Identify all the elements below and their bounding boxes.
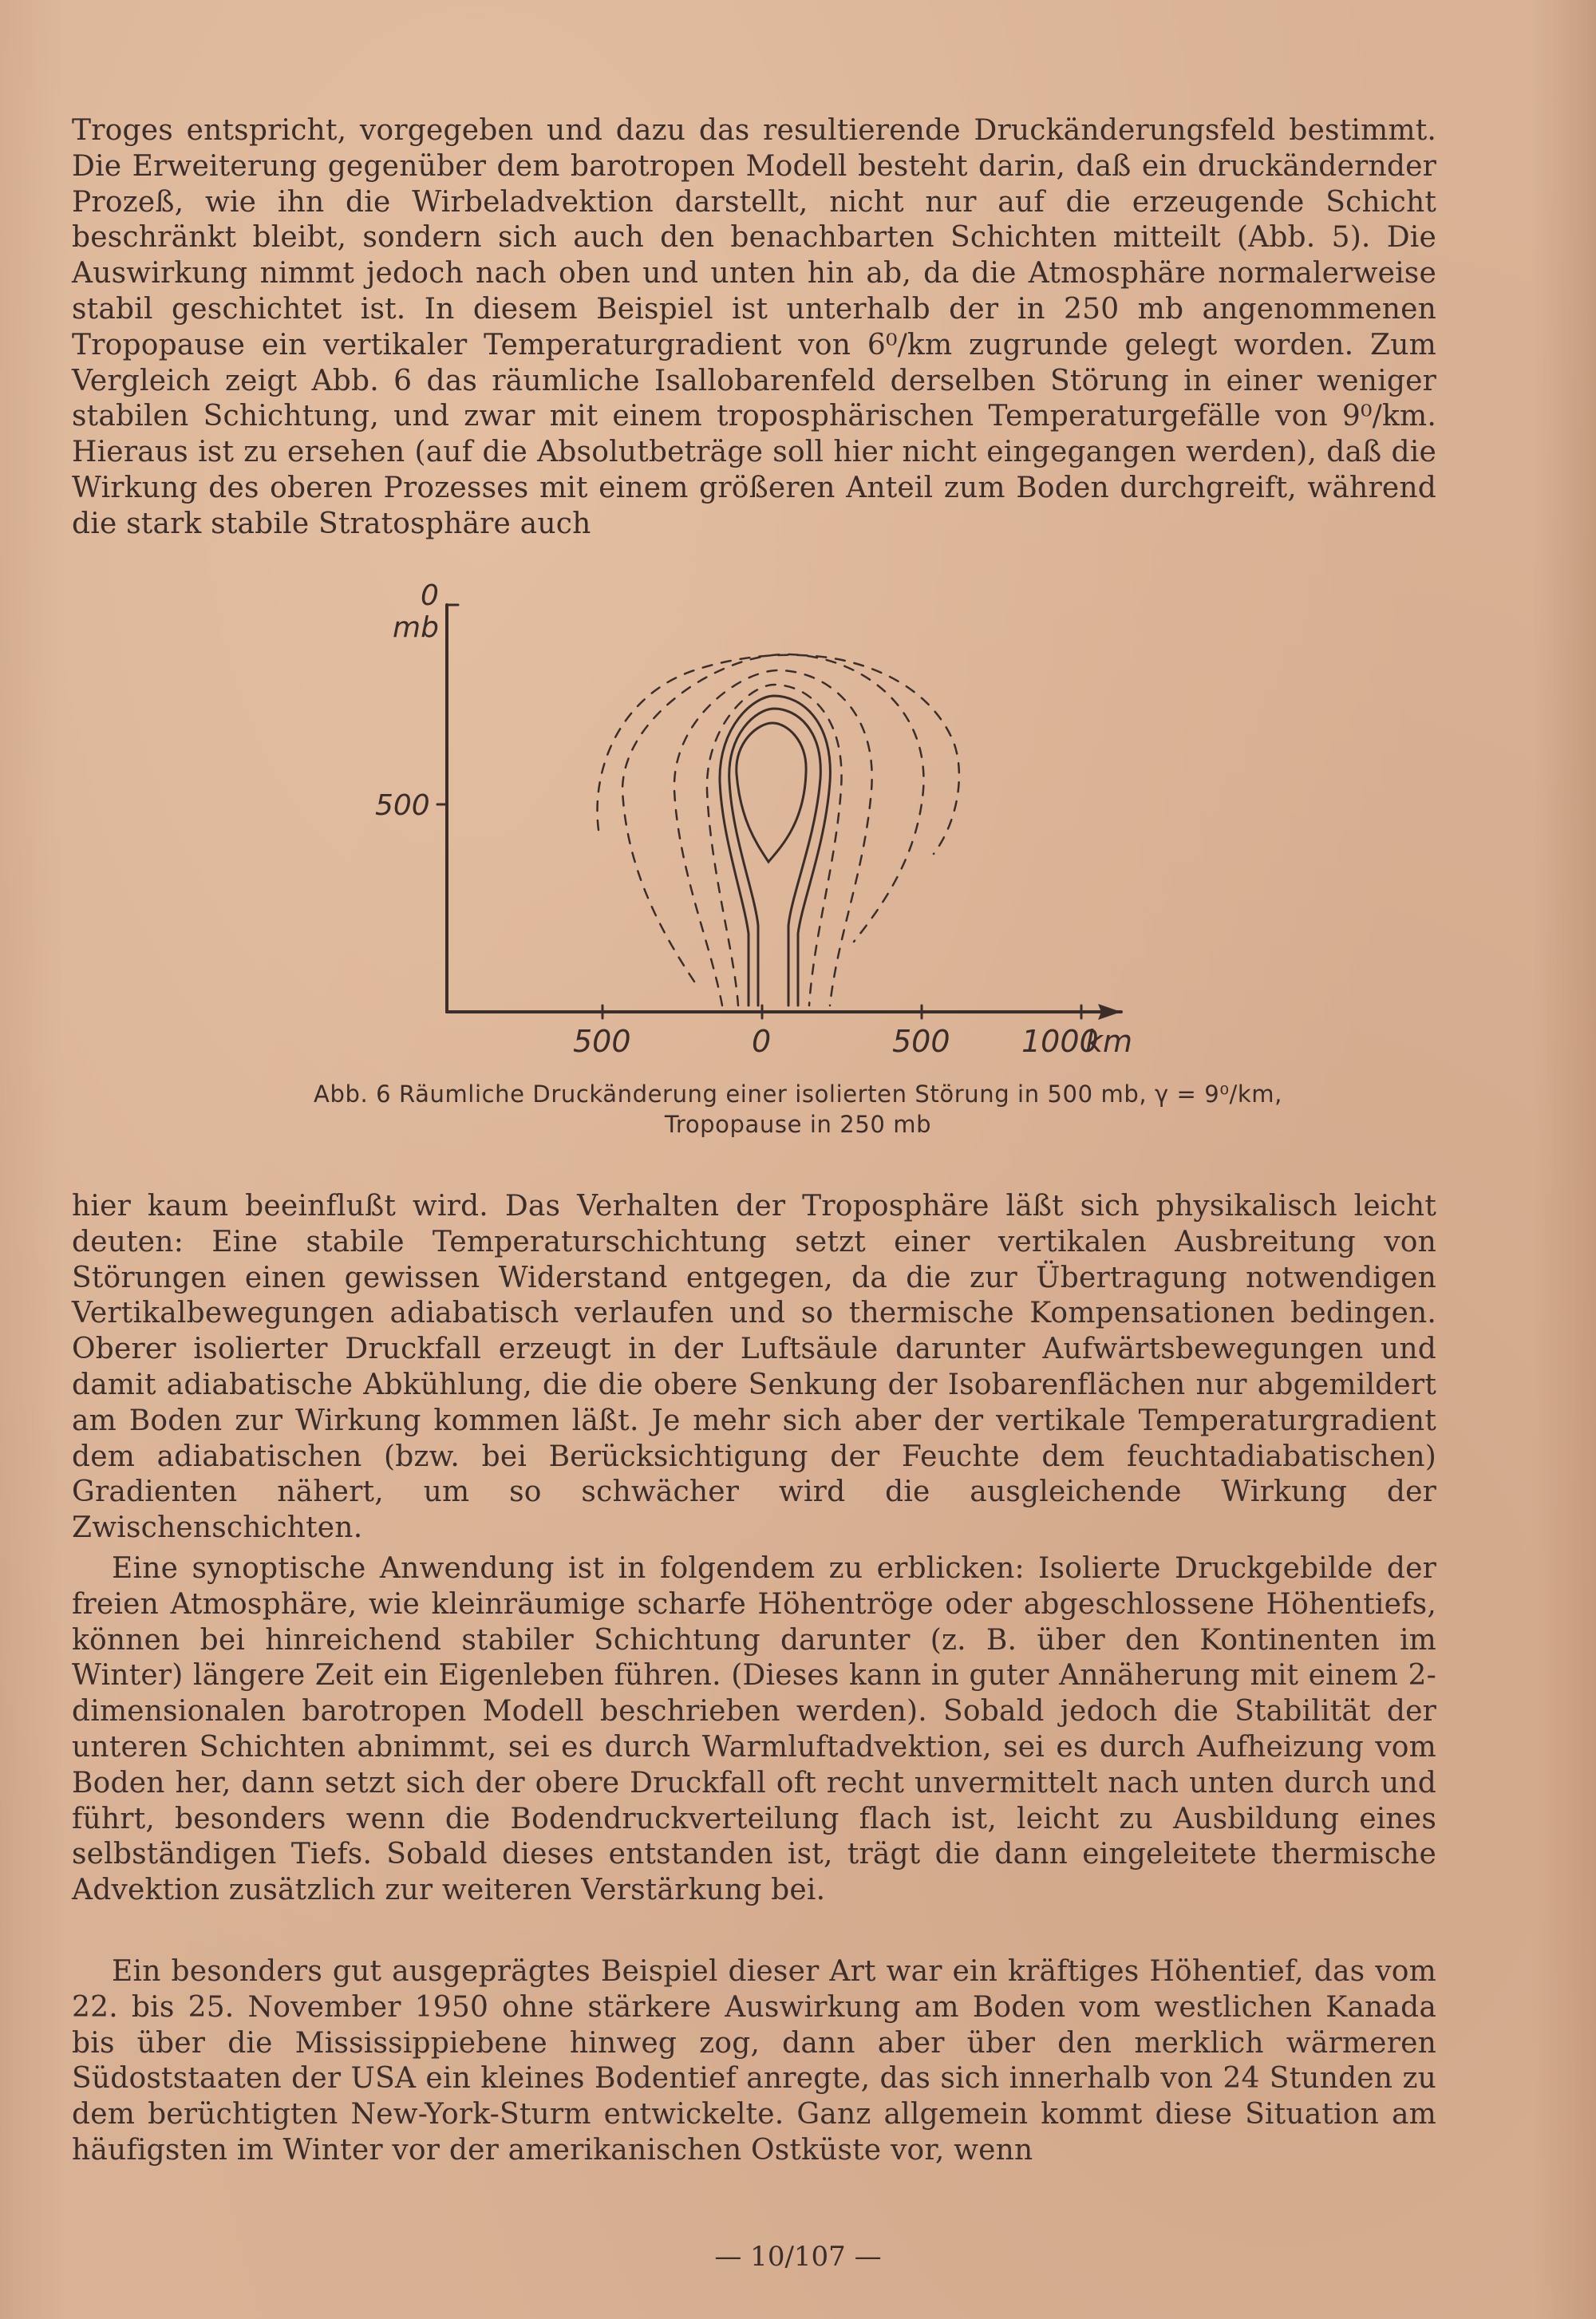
x-axis-label-500-west: 500 bbox=[573, 1024, 631, 1059]
paragraph-1: Troges entspricht, vorgegeben und dazu das resultierende Druckänderungsfeld bestimmt. Die Erweiterung gegenüber dem barotropen Modell besteht darin, daß ein druckändernder Prozeß, wie ihn die Wirbeladvektion darstellt, nicht nur auf die erzeugende Schicht beschränkt bleibt, sondern sich auch den benachbarten Schichten mitteilt (Abb. 5). Die Auswirkung nimmt jedoch nach oben und unten hin ab, da die Atmosphäre normalerweise stabil geschichtet ist. In diesem Beispiel ist unterhalb der in 250 mb angenommenen Tropopause ein vertikaler Temperaturgradient von 6⁰/km zugrunde gelegt worden. Zum Vergleich zeigt Abb. 6 das räumliche Isallobarenfeld derselben Störung in einer weniger stabilen Schichtung, und zwar mit einem troposphärischen Temperaturgefälle von 9⁰/km. Hieraus ist zu ersehen (auf die Absolutbeträge soll hier nicht eingegangen werden), daß die Wirkung des oberen Prozesses mit einem größeren Anteil zum Boden durchgreift, während die stark stabile Stratosphäre auch bbox=[72, 114, 1436, 540]
x-axis-arrow bbox=[1098, 1004, 1121, 1020]
isallobar-solid-2 bbox=[729, 709, 821, 1005]
isallobar-dashed-2 bbox=[674, 670, 872, 1005]
figure-caption-line-2: Tropopause in 250 mb bbox=[664, 1111, 932, 1138]
paragraph-4: Ein besonders gut ausgeprägtes Beispiel dieser Art war ein kräftiges Höhentief, das vom 22. bis 25. November 1950 ohne stärkere Auswirkung am Boden vom westlichen Kanada bis über die Mississippiebene hinweg zog, dann aber über den merklich wärmeren Südoststaaten der USA ein kleines Bodentief anregte, das sich innerhalb von 24 Stunden zu dem berüchtigten New-York-Sturm entwickelte. Ganz allgemein kommt diese Situation am häufigsten im Winter vor der amerikanischen Ostküste vor, wenn bbox=[72, 1955, 1436, 2167]
page-number: — 10/107 — bbox=[714, 2241, 882, 2273]
isallobar-dashed-1 bbox=[707, 685, 842, 1005]
isallobar-diagram bbox=[359, 583, 1157, 1069]
y-axis-unit-label: mb bbox=[393, 611, 439, 644]
figure-caption-line-1: Abb. 6 Räumliche Druckänderung einer isolierten Störung in 500 mb, γ = 9⁰/km, bbox=[314, 1080, 1282, 1108]
isallobar-dashed-4 bbox=[598, 655, 959, 854]
x-axis-unit-km: km bbox=[1085, 1024, 1133, 1059]
y-axis-top-label: 0 bbox=[421, 583, 439, 612]
paragraph-2: hier kaum beeinflußt wird. Das Verhalten der Troposphäre läßt sich physikalisch leicht deuten: Eine stabile Temperaturschichtung setzt einer vertikalen Ausbreitung von Störungen einen gewissen Widerstand entgegen, da die zur Übertragung notwendigen Vertikalbewegungen adiabatisch verlaufen und so thermische Kompensationen bedingen. Oberer isolierter Druckfall erzeugt in der Luftsäule darunter Aufwärtsbewegungen und damit adiabatische Abkühlung, die die obere Senkung der Isobarenflächen nur abgemildert am Boden zur Wirkung kommen läßt. Je mehr sich aber der vertikale Temperaturgradient dem adiabatischen (bzw. bei Berücksichtigung der Feuchte dem feuchtadiabatischen) Gradienten nähert, um so schwächer wird die ausgleichende Wirkung der Zwischenschichten. bbox=[72, 1190, 1436, 1545]
x-axis-label-0: 0 bbox=[752, 1024, 772, 1059]
y-axis-500-label: 500 bbox=[375, 789, 430, 822]
figure-caption bbox=[160, 1079, 1436, 1140]
figure-abb-6 bbox=[359, 583, 1157, 1069]
paragraph-3: Eine synoptische Anwendung ist in folgendem zu erblicken: Isolierte Druckgebilde der freien Atmosphäre, wie kleinräumige scharfe Höhentröge oder abgeschlossene Höhentiefs, können bei hinreichend stabiler Schichtung darunter (z. B. über den Kontinenten im Winter) längere Zeit ein Eigenleben führen. (Dieses kann in guter Annäherung mit einem 2-dimensionalen barotropen Modell beschrieben werden). Sobald jedoch die Stabilität der unteren Schichten abnimmt, sei es durch Warmluftadvektion, sei es durch Aufheizung vom Boden her, dann setzt sich der obere Druckfall oft recht unvermittelt nach unten durch und führt, besonders wenn die Bodendruckverteilung flach ist, leicht zu Ausbildung eines selbständigen Tiefs. Sobald dieses entstanden ist, trägt die dann eingeleitete thermische Advektion zusätzlich zur weiteren Verstärkung bei. bbox=[72, 1552, 1436, 1907]
x-axis-label-1000: 1000 bbox=[1021, 1024, 1099, 1059]
isallobar-dashed-3 bbox=[622, 654, 923, 982]
x-axis-label-500-east: 500 bbox=[892, 1024, 950, 1059]
isallobar-solid-1 bbox=[737, 723, 806, 862]
